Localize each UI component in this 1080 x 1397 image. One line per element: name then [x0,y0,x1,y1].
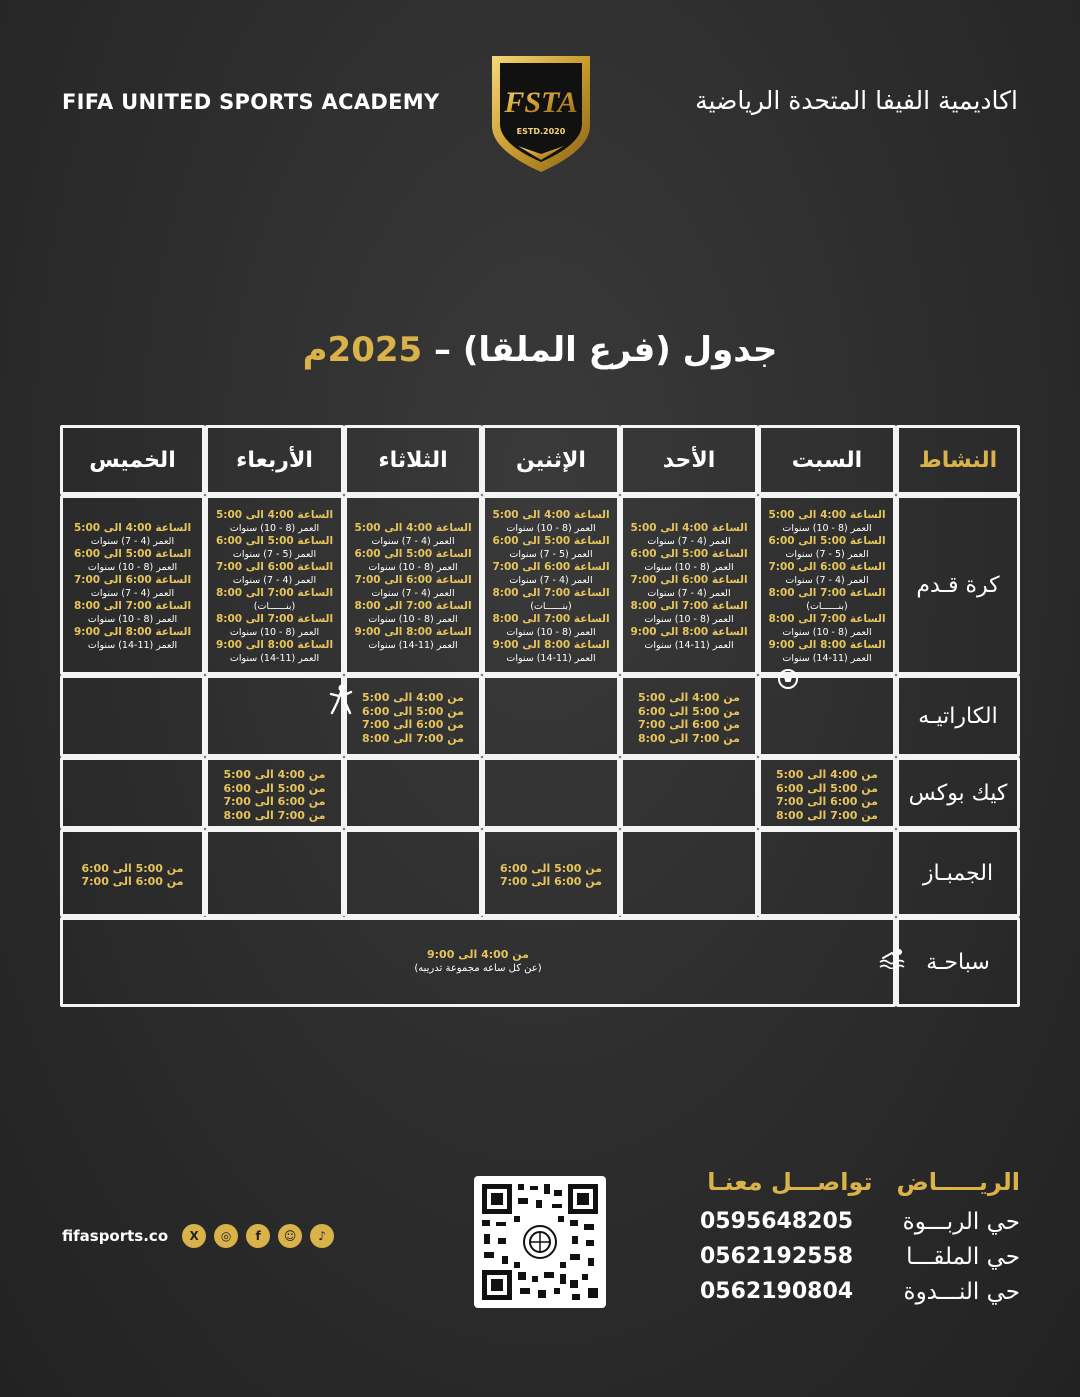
contact-row [700,1274,1020,1309]
brand-name-arabic: اكاديمية الفيفا المتحدة الرياضية [695,86,1018,115]
football-tuesday: الساعة 4:00 الى 5:00 العمر (4 - 7) سنوات الساعة 5:00 الى 6:00 العمر (8 - 10) سنوات الساعة 6:00 الى 7:00 العمر (4 - 7) سنوات الساعة 7:00 الى 8:00 العمر (8 - 10) سنوات الساعة 8:00 الى 9:00 العمر (11-14) سنوات [344,495,482,675]
title-year: 2025م [302,330,423,370]
kickboxing-monday [482,757,620,829]
karate-tuesday: من 4:00 الى 5:00 من 5:00 الى 6:00 من 6:00 الى 7:00 من 7:00 الى 8:00 [344,675,482,757]
activity-football: كرة قـدم [896,495,1020,675]
activity-gymnastics: الجمبـاز [896,829,1020,917]
kickboxing-sunday [620,757,758,829]
district-name: حي الملقـــا [906,1243,1020,1270]
contact-row [700,1239,1020,1274]
gymnastics-wednesday [205,829,344,917]
gymnastics-saturday [758,829,896,917]
karate-sunday: من 4:00 الى 5:00 من 5:00 الى 6:00 من 6:00 الى 7:00 من 7:00 الى 8:00 [620,675,758,757]
x-icon[interactable]: X [182,1224,206,1248]
phone-number[interactable]: 0562192558 [700,1244,854,1269]
phone-number[interactable]: 0595648205 [700,1209,854,1234]
swimmer-icon [878,947,908,969]
karate-wednesday [205,675,344,757]
kickboxing-tuesday [344,757,482,829]
swimming-time: من 4:00 الى 9:00 [427,948,529,961]
kickboxing-thursday [60,757,205,829]
swimming-note: (عن كل ساعه مجموعة تدريبه) [414,963,542,974]
swimming-all-days [60,917,896,1007]
kickboxing-saturday: من 4:00 الى 5:00 من 5:00 الى 6:00 من 6:00 الى 7:00 من 7:00 الى 8:00 [758,757,896,829]
contact-label: تواصـــل معنـا [707,1168,873,1196]
logo-monogram: FSTA [504,86,578,119]
website-link[interactable]: fifasports.co [62,1227,169,1245]
contact-row [700,1204,1020,1239]
day-header-thursday: الخميس [60,425,205,495]
football-sunday: الساعة 4:00 الى 5:00 العمر (4 - 7) سنوات الساعة 5:00 الى 6:00 العمر (8 - 10) سنوات الساعة 6:00 الى 7:00 العمر (4 - 7) سنوات الساعة 7:00 الى 8:00 العمر (8 - 10) سنوات الساعة 8:00 الى 9:00 العمر (11-14) سنوات [620,495,758,675]
activity-header: النشاط [896,425,1020,495]
social-links [62,1224,334,1248]
logo-estd: ESTD.2020 [516,127,566,136]
football-saturday: الساعة 4:00 الى 5:00 العمر (8 - 10) سنوات الساعة 5:00 الى 6:00 العمر (5 - 7) سنوات الساعة 6:00 الى 7:00 العمر (4 - 7) سنوات الساعة 7:00 الى 8:00 (بنــــــات) الساعة 7:00 الى 8:00 العمر (8 - 10) سنوات الساعة 8:00 الى 9:00 العمر (11-14) سنوات [758,495,896,675]
day-header-saturday: السبت [758,425,896,495]
title-text: جدول (فرع الملقا) – [434,330,778,370]
gymnastics-tuesday [344,829,482,917]
karate-monday [482,675,620,757]
instagram-icon[interactable]: ◎ [214,1224,238,1248]
activity-kickboxing: كيك بوكس [896,757,1020,829]
gymnastics-sunday [620,829,758,917]
football-wednesday: الساعة 4:00 الى 5:00 العمر (8 - 10) سنوات الساعة 5:00 الى 6:00 العمر (5 - 7) سنوات الساعة 6:00 الى 7:00 العمر (4 - 7) سنوات الساعة 7:00 الى 8:00 (بنــــــات) الساعة 7:00 الى 8:00 العمر (8 - 10) سنوات الساعة 8:00 الى 9:00 العمر (11-14) سنوات [205,495,344,675]
karate-thursday [60,675,205,757]
page-title [0,330,1080,370]
qr-code[interactable] [474,1176,606,1308]
gymnastics-thursday: من 5:00 الى 6:00 من 6:00 الى 7:00 [60,829,205,917]
day-header-monday: الإثنين [482,425,620,495]
schedule-table [60,425,1020,1007]
district-name: حي الربـــوة [902,1208,1020,1235]
football-monday: الساعة 4:00 الى 5:00 العمر (8 - 10) سنوات الساعة 5:00 الى 6:00 العمر (5 - 7) سنوات الساعة 6:00 الى 7:00 العمر (4 - 7) سنوات الساعة 7:00 الى 8:00 (بنــــــات) الساعة 7:00 الى 8:00 العمر (8 - 10) سنوات الساعة 8:00 الى 9:00 العمر (11-14) سنوات [482,495,620,675]
contact-block [700,1168,1020,1309]
football-thursday: الساعة 4:00 الى 5:00 العمر (4 - 7) سنوات الساعة 5:00 الى 6:00 العمر (8 - 10) سنوات الساعة 6:00 الى 7:00 العمر (4 - 7) سنوات الساعة 7:00 الى 8:00 العمر (8 - 10) سنوات الساعة 8:00 الى 9:00 العمر (11-14) سنوات [60,495,205,675]
day-header-sunday: الأحد [620,425,758,495]
activity-karate: الكاراتيـه [896,675,1020,757]
brand-name-english: FIFA UNITED SPORTS ACADEMY [62,90,440,114]
day-header-wednesday: الأربعاء [205,425,344,495]
district-name: حي النـــدوة [903,1278,1020,1305]
tiktok-icon[interactable]: ♪ [310,1224,334,1248]
activity-swimming: سباحـة [896,917,1020,1007]
contact-city: الريـــــاض [896,1168,1020,1196]
snapchat-icon[interactable]: ☺ [278,1224,302,1248]
karate-fighter-icon [328,683,354,717]
phone-number[interactable]: 0562190804 [700,1279,854,1304]
karate-saturday [758,675,896,757]
facebook-icon[interactable]: f [246,1224,270,1248]
gymnastics-monday: من 5:00 الى 6:00 من 6:00 الى 7:00 [482,829,620,917]
academy-logo [488,50,594,176]
kickboxing-wednesday: من 4:00 الى 5:00 من 5:00 الى 6:00 من 6:00 الى 7:00 من 7:00 الى 8:00 [205,757,344,829]
day-header-tuesday: الثلاثاء [344,425,482,495]
